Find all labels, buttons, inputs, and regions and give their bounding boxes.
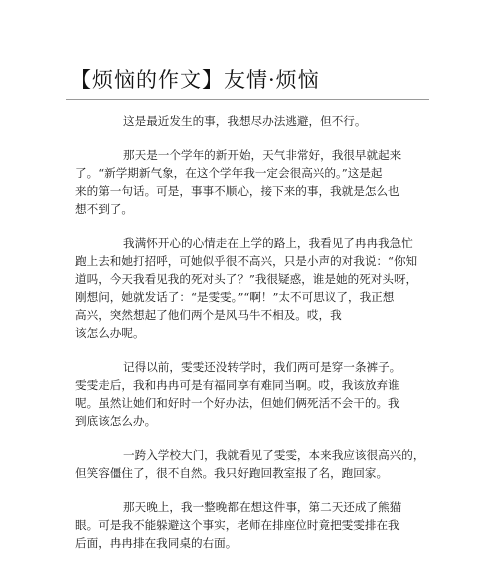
paragraph: [75, 234, 420, 342]
document-title: 【烦恼的作文】友情·烦恼: [70, 68, 320, 92]
paragraph-line: 那天是一个学年的新开始，天气非常好，我很早就起来: [123, 148, 402, 162]
paragraph-line: 了。“新学期新气象，在这个学年我一定会很高兴的。”这是起: [75, 166, 383, 180]
paragraph-line: 一跨入学校大门，我就看见了雯雯，本来我应该很高兴的，: [123, 448, 425, 462]
paragraph: [75, 358, 420, 430]
paragraph-line: 那天晚上，我一整晚都在想这件事，第二天还成了熊猫: [123, 500, 402, 514]
paragraph-line: 雯雯走后，我和冉冉可是有福同享有难同当啊。哎，我该放弃谁: [75, 378, 400, 392]
document-body: [75, 112, 425, 568]
paragraph: [75, 112, 420, 130]
paragraph: [75, 498, 420, 552]
paragraph-line: 刚想问，她就发话了：“是雯雯。”“啊！”太不可思议了，我正想: [75, 290, 395, 304]
paragraph-line: 后面，冉冉排在我同桌的右面。: [75, 536, 238, 550]
paragraph-line: 道吗，今天我看见我的死对头了？”我很疑惑，谁是她的死对头呀，: [75, 272, 418, 286]
paragraph: [75, 146, 420, 218]
paragraph-line: 到底该怎么办。: [75, 414, 157, 428]
paragraph-line: 我满怀开心的心情走在上学的路上，我看见了冉冉我急忙: [123, 236, 413, 250]
paragraph-line: 但笑容僵住了，很不自然。我只好跑回教室报了名，跑回家。: [75, 466, 389, 480]
title-divider: [66, 99, 429, 100]
paragraph-line: 记得以前，雯雯还没转学时，我们两可是穿一条裤子。: [123, 360, 402, 374]
paragraph: [75, 446, 425, 482]
paragraph-line: 来的第一句话。可是，事事不顺心，接下来的事，我就是怎么也: [75, 184, 400, 198]
paragraph-line: 跑上去和她打招呼，可她似乎很不高兴，只是小声的对我说：“你知: [75, 254, 418, 268]
paragraph-line: 想不到了。: [75, 202, 133, 216]
paragraph-line: 眼。可是我不能躲避这个事实，老师在排座位时竟把雯雯排在我: [75, 518, 400, 532]
paragraph-line: 这是最近发生的事，我想尽办法逃避，但不行。: [123, 114, 367, 128]
paragraph-line: 高兴，突然想起了他们两个是风马牛不相及。哎，我: [75, 308, 342, 322]
paragraph-line: 该怎么办呢。: [75, 326, 145, 340]
paragraph-line: 呢。虽然让她们和好时一个好办法，但她们俩死活不会干的。我: [75, 396, 400, 410]
